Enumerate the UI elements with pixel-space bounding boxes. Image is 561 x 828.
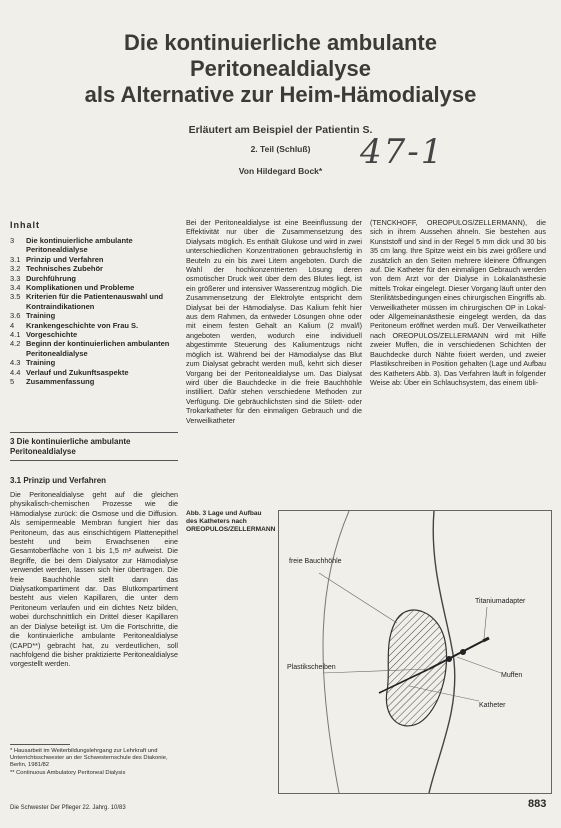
toc-item-number: 3.2 [10,264,21,274]
journal-footer: Die Schwester Der Pfleger 22. Jahrg. 10/83 [10,805,126,811]
toc-item [10,274,180,283]
muff-1 [446,656,452,662]
body-column-1 [10,490,178,669]
footnote-1: * Hausarbeit im Weiterbildungslehrgang zur Lehrkraft und Unterrichtsschwester an der Schwesternschule des Diakonie, Berlin, 1981/82 [10,748,168,769]
toc-item-number: 3.3 [10,273,21,283]
toc-item [10,264,180,273]
label-plastik: Plastikscheiben [287,664,336,671]
toc-item-label: Komplikationen und Probleme [26,283,135,293]
toc-item-label: Beginn der kontinuierlichen ambulanten Peritonealdialyse [26,339,170,358]
label-muffen: Muffen [501,672,523,679]
subtitle: Erläutert am Beispiel der Patientin S. [188,124,373,136]
toc-item [10,236,180,255]
toc-item-number: 3 [10,236,15,245]
title-line-2: Peritonealdialyse [190,56,371,81]
section-3-heading: 3 Die kontinuierliche ambulante Peritonealdialyse [10,437,131,456]
body-outline [323,511,349,793]
toc-item-number: 5 [10,377,15,387]
toc-heading: Inhalt [10,220,40,230]
toc-item-number: 3.5 [10,292,21,302]
toc-item-number: 4 [10,320,15,330]
label-titanium: Titaniumadapter [475,598,526,605]
body-column-2 [186,218,362,425]
paragraph: Die Peritonealdialyse geht auf die gleichen physikalisch-chemischen Prozesse wie die Hämodialyse zurück: die Osmose und die Diffusion. Als semipermeable Membran fungiert hier das Peritoneum, das aus einschichtigem Plattenepithel besteht und beim Erwachsenen eine Gesamtoberfläche von 1 bis 1,5 m² aufweist. Die Begriffe, die bei dem Dialysator zur Hämodialyse verwendet werden, lassen sich hier übertragen. Die freie Bauchhöhle stellt dann das Dialysatkompartiment dar. Das Blutkompartiment besteht aus vielen Kapillaren, die unter dem Peritoneum verlaufen und ein dichtes Netz bilden, wobei durchschnittlich ein Drittel dieser Kapillaren an der Dialyse beteiligt ist. Um die Fortschritte, die die kontinuierliche ambulante Peritonealdialyse (CAPD**) gebracht hat, zu verdeutlichen, soll nachfolgend die bisher praktizierte Peritonealdialyse vorgestellt werden. [10,490,178,669]
toc-item-label: Durchführung [26,273,76,283]
toc-item [10,358,180,367]
handwritten-note: 47-1 [360,132,445,172]
part-label: 2. Teil (Schluß) [250,144,311,154]
title-line-1: Die kontinuierliche ambulante [124,30,437,55]
toc-item-number: 3.1 [10,254,21,264]
section-3-1-heading: 3.1 Prinzip und Verfahren [10,476,107,485]
figure-caption: Abb. 3 Lage und Aufbau des Katheters nach OREOPULOS/ZELLERMANN [186,510,276,533]
toc-item-label: Kriterien für die Patientenauswahl und Kontraindikationen [26,292,164,311]
title-line-3: als Alternative zur Heim-Hämodialyse [84,82,477,107]
figure-3 [278,510,552,794]
toc-item [10,283,180,292]
toc-item-label: Training [26,311,56,321]
toc-item-label: Krankengeschichte von Frau S. [26,320,139,330]
divider [10,432,178,433]
toc-item [10,292,180,311]
label-bauchhoehle: freie Bauchhöhle [289,558,342,565]
toc-item [10,330,180,339]
toc-item-label: Die kontinuierliche ambulante Peritonealdialyse [26,236,133,255]
toc-item-label: Vorgeschichte [26,330,78,340]
divider [10,460,178,461]
toc-item-label: Verlauf und Zukunftsaspekte [26,367,129,377]
toc-item-label: Technisches Zubehör [26,264,103,274]
paragraph: Bei der Peritonealdialyse ist eine Beeinflussung der Effektivität nur über die Zusammensetzung des Dialysats möglich. Es enthält Glukose und wird in zwei unterschiedlichen Konzentrationen gebrauchsfertig in Beuteln zu ein bis zwei Litern angeboten. Durch die Wahl der hochkonzentrierten Lösung deren osmotischer Druck weit über dem des Blutes liegt, ist ein größerer und intensiver Wasserentzug möglich. Die Zusammensetzung der Elektrolyte entspricht dem Dialysat bei der Hämodialyse. Das Kalium fehlt hier aus dem Rahmen, da entweder Lösungen ohne oder mit einem festen Gehalt an Kalium (2 mval/l) angeboten werden, wodurch eine individuell abgestimmte Steuerung des Kaliumentzugs nicht möglich ist. Während bei der Hämodialyse das Blut zum Dialysat gebracht werden muß, kehrt sich dieser Vorgang bei der Peritonealdialyse um. Das Dialysat wird über die Bauchdecke in die freie Bauchhöhle instilliert. Dafür stehen verschiedene Methoden zur Verfügung. Die gebräuchlichsten sind die Stilett- oder Trokarkatheter für den einmaligen Gebrauch und die Verweilkatheter [186,218,362,425]
footnotes [10,748,180,777]
toc-item-label: Prinzip und Verfahren [26,254,104,264]
toc-item-number: 4.2 [10,339,21,349]
page-number: 883 [528,798,547,810]
paragraph: (TENCKHOFF, OREOPULOS/ZELLERMANN), die sich in ihrem Aussehen ähneln. Sie bestehen aus Kunststoff und sind in der Regel 5 mm dick und 30 bis 35 cm lang. Ihre Spitze weist ein bis zwei größere und zusätzlich an den Seiten mehrere kleinere Öffnungen auf. Die Katheter für den einmaligen Gebrauch werden von dem Arzt vor der Dialyse in Lokalanästhesie mittels Trokar eingelegt. Dieser Vorgang läuft unter den Sterilitätsbedingungen eines chirurgischen Eingriffs ab. Verweilkatheter müssen im chirurgischen OP in Lokal- oder Allgemeinanästhesie eingelegt werden, da das Peritoneum eröffnet werden muß. Der Verweilkatheter nach OREOPULOS/ZELLERMANN wird mit Hilfe zweier Muffen, die in verschiedenen Schichten der Bauchdecke durch Nähte fixiert werden, und zweier Plastikschreiben in Position gehalten (Lage und Aufbau des Katheters Abb. 3). Das Verfahren läuft in folgender Weise ab: Über ein Schlauchsystem, das einem übli- [370,218,546,387]
toc-item [10,255,180,264]
toc-item-number: 3.4 [10,283,21,293]
toc-item-number: 4.4 [10,367,21,377]
peritoneal-cavity-shape [386,610,446,726]
author: Von Hildegard Bock* [238,166,323,176]
toc-item [10,368,180,377]
toc-item [10,311,180,320]
toc-item-number: 3.6 [10,311,21,321]
toc-item [10,377,180,386]
toc-item-label: Training [26,358,56,368]
muff-2 [460,649,466,655]
toc-item-number: 4.3 [10,358,21,368]
body-column-3 [370,218,546,387]
footnote-2: ** Continuous Ambulatory Peritoneal Dialysis [10,769,126,776]
toc-item [10,321,180,330]
label-katheter: Katheter [479,702,506,709]
catheter-diagram [279,511,551,793]
toc-item-number: 4.1 [10,330,21,340]
table-of-contents [10,236,180,387]
toc-item-label: Zusammenfassung [26,377,95,387]
footnote-divider [10,744,70,745]
toc-item [10,339,180,358]
